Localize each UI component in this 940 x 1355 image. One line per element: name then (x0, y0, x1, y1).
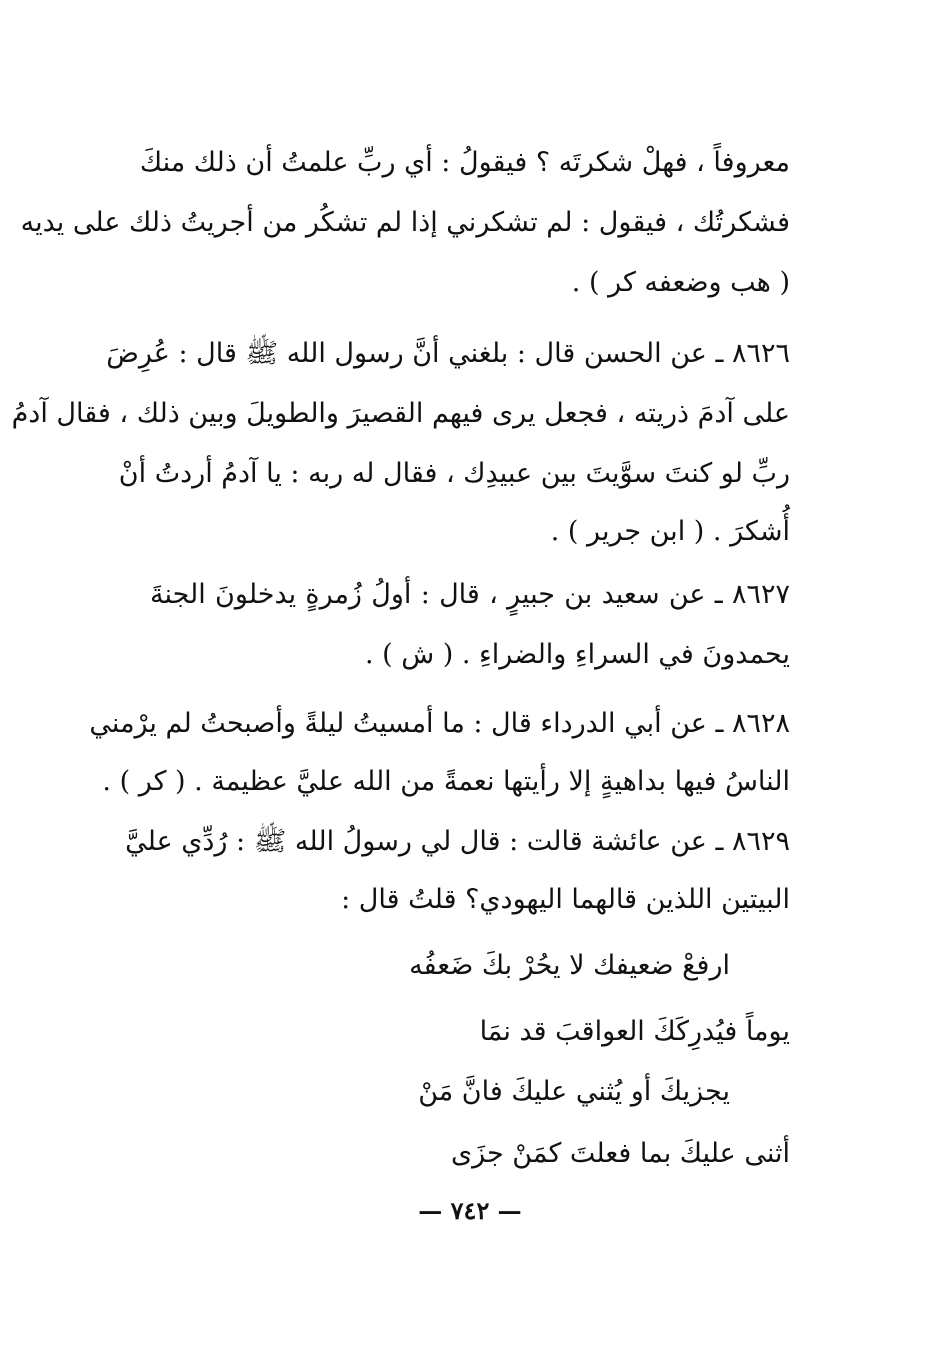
text-line: معروفاً ، فهلْ شكرتَه ؟ فيقولُ : أي ربِّ علمتُ أن ذلك منكَ (139, 147, 790, 178)
text-line: ربِّ لو كنتَ سوَّيتَ بين عبيدِك ، فقال له ربه : يا آدمُ أردتُ أنْ (118, 458, 790, 489)
text-line: فشكرتُك ، فيقول : لم تشكرني إذا لم تشكُر من أجريتُ ذلك على يديه (20, 207, 790, 238)
hadith-8629-line: ٨٦٢٩ ـ عن عائشة قالت : قال لي رسولُ الله ﷺ : رُدِّي عليَّ (125, 826, 790, 857)
page-number: — ٧٤٢ — (418, 1196, 522, 1225)
hadith-8626-line: ٨٦٢٦ ـ عن الحسن قال : بلغني أنَّ رسول الله ﷺ قال : عُرِضَ (106, 338, 790, 369)
verse-line: أثنى عليكَ بما فعلتَ كمَنْ جزَى (450, 1138, 790, 1169)
text-line: البيتين اللذين قالهما اليهودي؟ قلتُ قال : (341, 884, 790, 915)
hadith-8627-line: ٨٦٢٧ ـ عن سعيد بن جبيرٍ ، قال : أولُ زُمرةٍ يدخلونَ الجنةَ (150, 579, 790, 610)
text-line: ( هب وضعفه كر ) . (571, 267, 790, 298)
verse-line: يوماً فيُدرِكَكَ العواقبَ قد نمَا (479, 1016, 790, 1047)
hadith-8628-line: ٨٦٢٨ ـ عن أبي الدرداء قال : ما أمسيتُ ليلةً وأصبحتُ لم يرْمني (89, 708, 790, 739)
text-line: على آدمَ ذريته ، فجعل يرى فيهم القصيرَ والطويلَ وبين ذلك ، فقال آدمُ (11, 398, 790, 429)
text-line: أُشكرَ . ( ابن جرير ) . (550, 516, 790, 547)
verse-line: يجزيكَ أو يُثني عليكَ فانَّ مَنْ (418, 1076, 730, 1107)
text-line: الناسُ فيها بداهيةٍ إلا رأيتها نعمةً من الله عليَّ عظيمة . ( كر ) . (102, 766, 790, 797)
text-line: يحمدونَ في السراءِ والضراءِ . ( ش ) . (364, 639, 790, 670)
verse-line: ارفعْ ضعيفك لا يحُرْ بكَ ضَعفُه (409, 950, 730, 981)
